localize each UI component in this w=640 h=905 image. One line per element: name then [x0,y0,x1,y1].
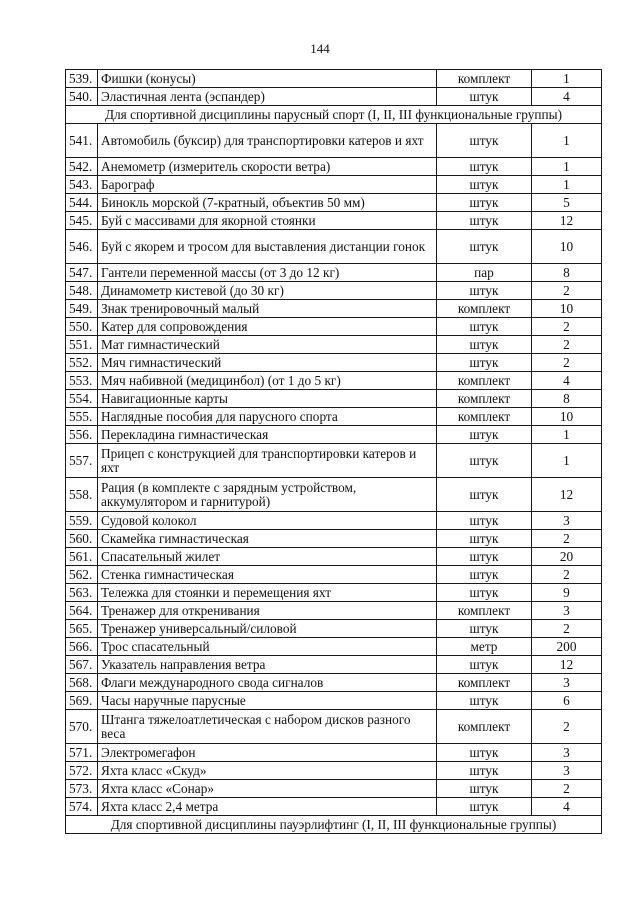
unit-of-measure: комплект [437,300,532,318]
table-row [66,566,602,584]
unit-of-measure: штук [437,798,532,816]
quantity: 10 [532,408,602,426]
unit-of-measure: комплект [437,408,532,426]
unit-of-measure: штук [437,780,532,798]
item-name: Тренажер для откренивания [98,602,437,620]
unit-of-measure: комплект [437,674,532,692]
table-row [66,264,602,282]
table-row [66,176,602,194]
table-row [66,408,602,426]
item-name: Анемометр (измеритель скорости ветра) [98,158,437,176]
unit-of-measure: штук [437,762,532,780]
quantity: 2 [532,530,602,548]
quantity: 1 [532,70,602,88]
row-number: 563. [66,584,98,602]
quantity: 12 [532,656,602,674]
unit-of-measure: штук [437,354,532,372]
table-row [66,744,602,762]
quantity: 2 [532,282,602,300]
equipment-table [65,69,602,834]
quantity: 2 [532,354,602,372]
quantity: 1 [532,426,602,444]
unit-of-measure: штук [437,620,532,638]
row-number: 552. [66,354,98,372]
quantity: 1 [532,124,602,158]
quantity: 3 [532,512,602,530]
item-name: Электромегафон [98,744,437,762]
unit-of-measure: штук [437,530,532,548]
row-number: 548. [66,282,98,300]
row-number: 547. [66,264,98,282]
table-row [66,282,602,300]
table-row [66,354,602,372]
row-number: 546. [66,230,98,264]
unit-of-measure: штук [437,318,532,336]
item-name: Мат гимнастический [98,336,437,354]
unit-of-measure: пар [437,264,532,282]
row-number: 562. [66,566,98,584]
equipment-table-body [66,70,602,834]
table-row [66,70,602,88]
unit-of-measure: комплект [437,372,532,390]
row-number: 569. [66,692,98,710]
item-name: Яхта класс «Скуд» [98,762,437,780]
table-row [66,194,602,212]
item-name: Указатель направления ветра [98,656,437,674]
table-row [66,124,602,158]
unit-of-measure: штук [437,282,532,300]
table-row [66,548,602,566]
item-name: Бинокль морской (7-кратный, объектив 50 мм) [98,194,437,212]
section-title: Для спортивной дисциплины парусный спорт (I, II, III функциональные группы) [66,106,602,124]
quantity: 1 [532,176,602,194]
quantity: 6 [532,692,602,710]
unit-of-measure: штук [437,88,532,106]
item-name: Перекладина гимнастическая [98,426,437,444]
section-title: Для спортивной дисциплины пауэрлифтинг (I, II, III функциональные группы) [66,816,602,834]
unit-of-measure: штук [437,336,532,354]
table-row [66,336,602,354]
table-row [66,584,602,602]
quantity: 5 [532,194,602,212]
item-name: Флаги международного свода сигналов [98,674,437,692]
row-number: 555. [66,408,98,426]
page-number: 144 [310,41,330,56]
quantity: 4 [532,798,602,816]
unit-of-measure: штук [437,230,532,264]
item-name: Буй с якорем и тросом для выставления дистанции гонок [98,230,437,264]
item-name: Автомобиль (буксир) для транспортировки катеров и яхт [98,124,437,158]
table-row [66,230,602,264]
row-number: 573. [66,780,98,798]
row-number: 545. [66,212,98,230]
quantity: 8 [532,264,602,282]
row-number: 551. [66,336,98,354]
quantity: 2 [532,620,602,638]
row-number: 566. [66,638,98,656]
quantity: 3 [532,674,602,692]
quantity: 10 [532,230,602,264]
item-name: Тренажер универсальный/силовой [98,620,437,638]
item-name: Барограф [98,176,437,194]
quantity: 1 [532,444,602,478]
item-name: Трос спасательный [98,638,437,656]
table-row [66,620,602,638]
unit-of-measure: штук [437,548,532,566]
item-name: Яхта класс «Сонар» [98,780,437,798]
quantity: 2 [532,336,602,354]
item-name: Спасательный жилет [98,548,437,566]
item-name: Катер для сопровождения [98,318,437,336]
item-name: Часы наручные парусные [98,692,437,710]
quantity: 8 [532,390,602,408]
quantity: 200 [532,638,602,656]
table-row [66,318,602,336]
item-name: Динамометр кистевой (до 30 кг) [98,282,437,300]
row-number: 544. [66,194,98,212]
quantity: 2 [532,710,602,744]
unit-of-measure: комплект [437,602,532,620]
unit-of-measure: штук [437,194,532,212]
section-header-row [66,106,602,124]
row-number: 556. [66,426,98,444]
item-name: Мяч набивной (медицинбол) (от 1 до 5 кг) [98,372,437,390]
unit-of-measure: комплект [437,710,532,744]
table-row [66,692,602,710]
row-number: 568. [66,674,98,692]
quantity: 1 [532,158,602,176]
row-number: 550. [66,318,98,336]
table-row [66,444,602,478]
row-number: 571. [66,744,98,762]
quantity: 3 [532,602,602,620]
quantity: 9 [532,584,602,602]
item-name: Тележка для стоянки и перемещения яхт [98,584,437,602]
row-number: 559. [66,512,98,530]
row-number: 560. [66,530,98,548]
row-number: 570. [66,710,98,744]
item-name: Стенка гимнастическая [98,566,437,584]
row-number: 540. [66,88,98,106]
unit-of-measure: штук [437,212,532,230]
quantity: 12 [532,212,602,230]
table-row [66,638,602,656]
row-number: 542. [66,158,98,176]
unit-of-measure: штук [437,692,532,710]
item-name: Буй с массивами для якорной стоянки [98,212,437,230]
unit-of-measure: штук [437,426,532,444]
item-name: Яхта класс 2,4 метра [98,798,437,816]
unit-of-measure: штук [437,584,532,602]
table-row [66,674,602,692]
item-name: Мяч гимнастический [98,354,437,372]
table-row [66,426,602,444]
item-name: Рация (в комплекте с зарядным устройством, аккумулятором и гарнитурой) [98,478,437,512]
unit-of-measure: метр [437,638,532,656]
quantity: 10 [532,300,602,318]
row-number: 541. [66,124,98,158]
table-row [66,602,602,620]
item-name: Прицеп с конструкцией для транспортировки катеров и яхт [98,444,437,478]
unit-of-measure: штук [437,124,532,158]
table-row [66,212,602,230]
row-number: 574. [66,798,98,816]
unit-of-measure: штук [437,176,532,194]
table-row [66,710,602,744]
row-number: 564. [66,602,98,620]
unit-of-measure: штук [437,158,532,176]
row-number: 557. [66,444,98,478]
row-number: 572. [66,762,98,780]
row-number: 554. [66,390,98,408]
unit-of-measure: штук [437,444,532,478]
row-number: 543. [66,176,98,194]
row-number: 553. [66,372,98,390]
quantity: 3 [532,762,602,780]
row-number: 549. [66,300,98,318]
item-name: Судовой колокол [98,512,437,530]
quantity: 2 [532,566,602,584]
quantity: 3 [532,744,602,762]
row-number: 561. [66,548,98,566]
item-name: Наглядные пособия для парусного спорта [98,408,437,426]
table-row [66,798,602,816]
table-row [66,300,602,318]
row-number: 567. [66,656,98,674]
table-row [66,372,602,390]
table-row [66,762,602,780]
unit-of-measure: штук [437,478,532,512]
unit-of-measure: штук [437,744,532,762]
quantity: 4 [532,372,602,390]
item-name: Эластичная лента (эспандер) [98,88,437,106]
unit-of-measure: штук [437,656,532,674]
quantity: 12 [532,478,602,512]
table-row [66,512,602,530]
table-row [66,478,602,512]
row-number: 565. [66,620,98,638]
item-name: Навигационные карты [98,390,437,408]
quantity: 2 [532,318,602,336]
table-row [66,530,602,548]
item-name: Скамейка гимнастическая [98,530,437,548]
unit-of-measure: комплект [437,70,532,88]
item-name: Знак тренировочный малый [98,300,437,318]
quantity: 2 [532,780,602,798]
row-number: 539. [66,70,98,88]
table-row [66,390,602,408]
quantity: 20 [532,548,602,566]
section-header-row [66,816,602,834]
unit-of-measure: комплект [437,390,532,408]
item-name: Штанга тяжелоатлетическая с набором дисков разного веса [98,710,437,744]
table-row [66,158,602,176]
table-row [66,656,602,674]
row-number: 558. [66,478,98,512]
table-row [66,780,602,798]
unit-of-measure: штук [437,512,532,530]
table-row [66,88,602,106]
item-name: Гантели переменной массы (от 3 до 12 кг) [98,264,437,282]
unit-of-measure: штук [437,566,532,584]
item-name: Фишки (конусы) [98,70,437,88]
quantity: 4 [532,88,602,106]
